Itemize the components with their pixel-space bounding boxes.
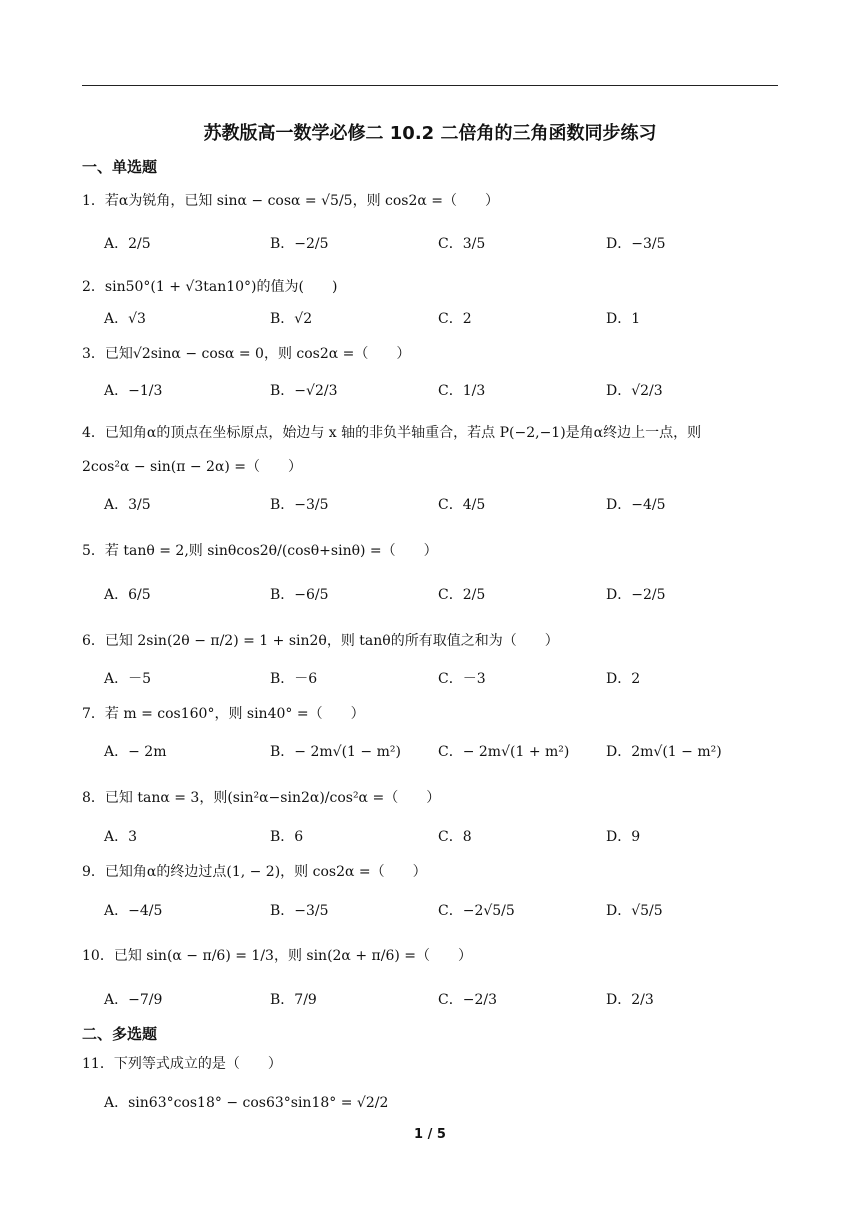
option-d: D．2m√(1 − m²) xyxy=(606,744,722,760)
question-1-options xyxy=(0,226,860,260)
option-d: D．√2/3 xyxy=(606,383,663,399)
question-8-stem: 8．已知 tanα = 3，则(sin²α−sin2α)/cos²α =（ ） xyxy=(82,790,441,806)
option-d: D．9 xyxy=(606,829,641,845)
option-b: B．−2/5 xyxy=(270,236,329,252)
page-number: 1 / 5 xyxy=(414,1127,446,1142)
option-a: A．−4/5 xyxy=(104,903,163,919)
option-a: A．−7/9 xyxy=(104,992,163,1008)
question-6-stem: 6．已知 2sin(2θ − π/2) = 1 + sin2θ，则 tanθ的所有取值之和为（ ） xyxy=(82,633,559,649)
option-d: D．1 xyxy=(606,311,641,327)
option-c: C．－3 xyxy=(438,671,486,687)
question-4-stem-cont: 2cos²α − sin(π − 2α) =（ ） xyxy=(82,459,303,475)
option-c: C．−2/3 xyxy=(438,992,497,1008)
question-10-options xyxy=(0,982,860,1016)
question-7-stem: 7．若 m = cos160°，则 sin40° =（ ） xyxy=(82,706,365,722)
option-a: A．√3 xyxy=(104,311,146,327)
option-b: B．−6/5 xyxy=(270,587,329,603)
option-b: B．− 2m√(1 − m²) xyxy=(270,744,401,760)
question-8-options xyxy=(0,819,860,853)
question-9-options xyxy=(0,893,860,927)
question-1-stem: 1．若α为锐角，已知 sinα − cosα = √5/5，则 cos2α =（ ） xyxy=(82,193,500,209)
question-7-options xyxy=(0,734,860,768)
option-c: C．− 2m√(1 + m²) xyxy=(438,744,570,760)
option-d: D．−4/5 xyxy=(606,497,666,513)
option-b: B．−3/5 xyxy=(270,903,329,919)
option-b: B．√2 xyxy=(270,311,313,327)
option-c: C．1/3 xyxy=(438,383,486,399)
option-a: A．sin63°cos18° − cos63°sin18° = √2/2 xyxy=(104,1095,389,1111)
question-10-stem: 10．已知 sin(α − π/6) = 1/3，则 sin(2α + π/6) =（ ） xyxy=(82,948,472,964)
question-5-options xyxy=(0,577,860,611)
question-3-stem: 3．已知√2sinα − cosα = 0，则 cos2α =（ ） xyxy=(82,346,411,362)
option-c: C．3/5 xyxy=(438,236,486,252)
question-2-options xyxy=(0,301,860,335)
question-5-stem: 5．若 tanθ = 2,则 sinθcos2θ/(cosθ+sinθ) =（ ） xyxy=(82,543,438,559)
option-a: A．− 2m xyxy=(104,744,167,760)
option-a: A．3 xyxy=(104,829,138,845)
question-4-options xyxy=(0,487,860,521)
section-single-choice: 一、单选题 xyxy=(82,158,158,176)
question-6-options xyxy=(0,661,860,695)
option-c: C．2 xyxy=(438,311,472,327)
option-a: A．2/5 xyxy=(104,236,151,252)
page-title: 苏教版高一数学必修二 10.2 二倍角的三角函数同步练习 xyxy=(203,123,657,144)
question-4-stem: 4．已知角α的顶点在坐标原点，始边与 x 轴的非负半轴重合，若点 P(−2,−1)是角α终边上一点，则 xyxy=(82,425,702,441)
option-d: D．2 xyxy=(606,671,641,687)
option-a: A．−1/3 xyxy=(104,383,163,399)
option-a: A．3/5 xyxy=(104,497,151,513)
option-b: B．−3/5 xyxy=(270,497,329,513)
question-11-options xyxy=(0,1085,860,1119)
option-c: C．−2√5/5 xyxy=(438,903,515,919)
section-multiple-choice: 二、多选题 xyxy=(82,1025,158,1043)
option-d: D．2/3 xyxy=(606,992,654,1008)
option-a: A．－5 xyxy=(104,671,152,687)
option-b: B．7/9 xyxy=(270,992,317,1008)
option-b: B．－6 xyxy=(270,671,318,687)
option-c: C．4/5 xyxy=(438,497,486,513)
option-a: A．6/5 xyxy=(104,587,151,603)
option-b: B．−√2/3 xyxy=(270,383,338,399)
header-rule xyxy=(82,85,778,86)
question-2-stem: 2．sin50°(1 + √3tan10°)的值为( ) xyxy=(82,279,338,295)
option-d: D．−2/5 xyxy=(606,587,666,603)
question-9-stem: 9．已知角α的终边过点(1, − 2)，则 cos2α =（ ） xyxy=(82,864,427,880)
option-d: D．−3/5 xyxy=(606,236,666,252)
option-c: C．8 xyxy=(438,829,472,845)
question-3-options xyxy=(0,373,860,407)
option-c: C．2/5 xyxy=(438,587,486,603)
question-11-stem: 11．下列等式成立的是（ ） xyxy=(82,1056,282,1072)
option-d: D．√5/5 xyxy=(606,903,663,919)
option-b: B．6 xyxy=(270,829,304,845)
